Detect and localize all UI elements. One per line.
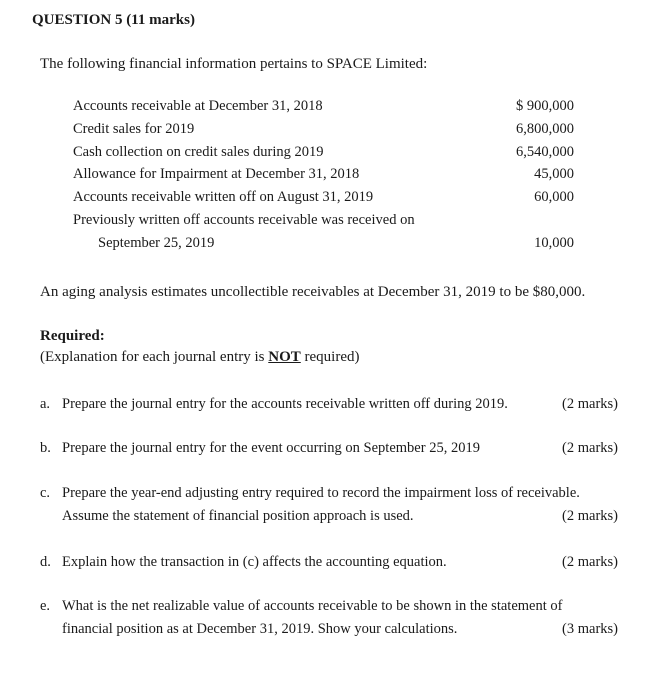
question-letter: d. [40,554,51,570]
financial-item-label: Accounts receivable written off on August 31, 2019 [73,189,374,205]
financial-item-label: Previously written off accounts receivable was received on [73,212,415,228]
financial-item-value: 6,540,000 [516,144,574,160]
financial-item-value: $ 900,000 [516,98,574,114]
required-note-after: required) [300,349,360,365]
financial-item-value: 60,000 [534,189,574,205]
financial-item-label: Cash collection on credit sales during 2019 [73,144,324,160]
question-text: Explain how the transaction in (c) affects the accounting equation. [62,554,447,570]
financial-item-label-continued: September 25, 2019 [98,235,215,251]
question-title: QUESTION 5 (11 marks) [32,12,195,28]
financial-item-label: Allowance for Impairment at December 31, 2018 [73,166,360,182]
required-heading: Required: [40,328,105,344]
required-note [40,349,360,366]
intro-text: The following financial information pertains to SPACE Limited: [40,56,428,72]
question-text: Prepare the year-end adjusting entry required to record the impairment loss of receivable. [62,485,580,501]
financial-item-value: 6,800,000 [516,121,574,137]
question-marks: (3 marks) [562,621,618,637]
question-marks: (2 marks) [562,554,618,570]
question-text-continued: Assume the statement of financial position approach is used. [62,508,414,524]
question-letter: a. [40,396,51,412]
financial-item-label: Credit sales for 2019 [73,121,195,137]
question-letter: e. [40,598,51,614]
financial-item-value: 10,000 [534,235,574,251]
financial-item-label: Accounts receivable at December 31, 2018 [73,98,323,114]
aging-analysis-note: An aging analysis estimates uncollectible receivables at December 31, 2019 to be $80,000. [40,284,586,300]
question-text-continued: financial position as at December 31, 2019. Show your calculations. [62,621,458,637]
question-marks: (2 marks) [562,396,618,412]
required-note-emphasis: NOT [268,349,301,365]
required-note-before: (Explanation for each journal entry is [40,349,269,365]
financial-item-value: 45,000 [534,166,574,182]
question-marks: (2 marks) [562,440,618,456]
question-text: Prepare the journal entry for the event occurring on September 25, 2019 [62,440,480,456]
question-letter: b. [40,440,51,456]
question-text: What is the net realizable value of accounts receivable to be shown in the statement of [62,598,563,614]
question-letter: c. [40,485,51,501]
question-marks: (2 marks) [562,508,618,524]
question-text: Prepare the journal entry for the accounts receivable written off during 2019. [62,396,508,412]
